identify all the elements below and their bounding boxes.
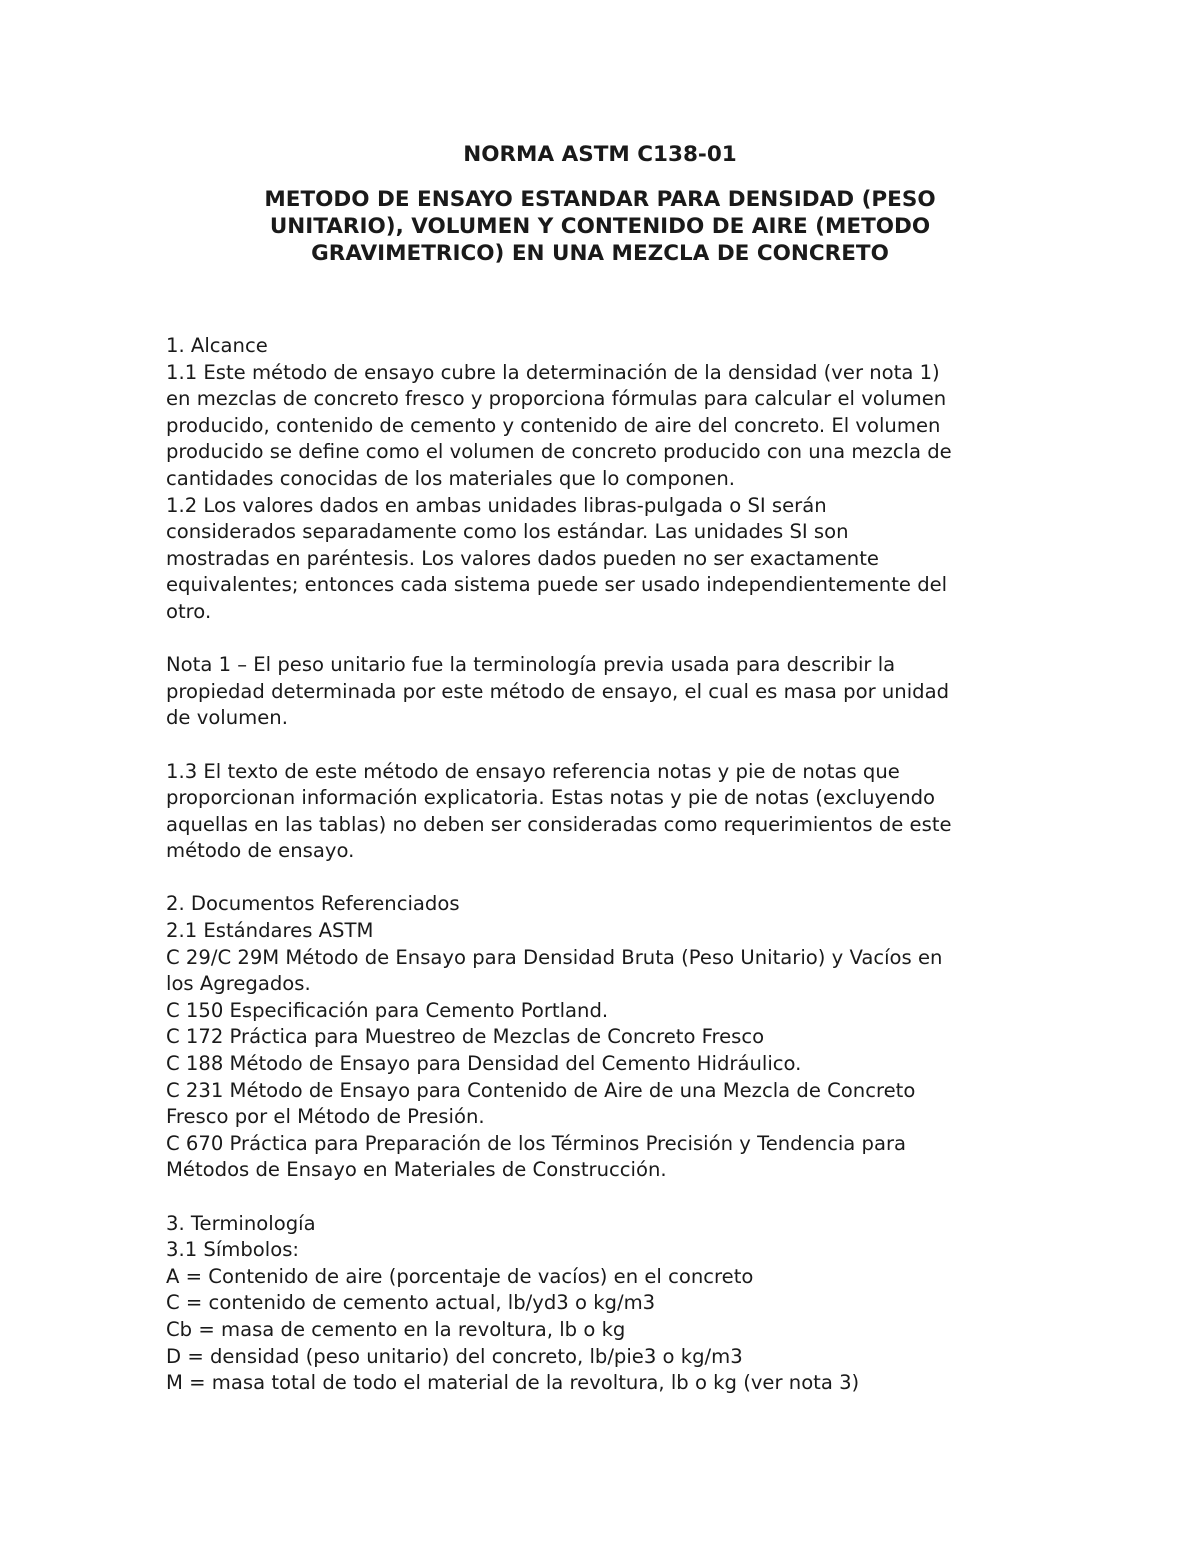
document-title: NORMA ASTM C138-01	[463, 142, 737, 167]
subtitle-line: METODO DE ENSAYO ESTANDAR PARA DENSIDAD (PESO	[264, 187, 936, 212]
section-3-heading	[166, 1211, 1046, 1238]
text-line: método de ensayo.	[166, 839, 355, 863]
text-line: C 29/C 29M Método de Ensayo para Densidad Bruta (Peso Unitario) y Vacíos en	[166, 945, 943, 969]
text-line: D = densidad (peso unitario) del concreto, lb/pie3 o kg/m3	[166, 1344, 743, 1368]
text-line: producido, contenido de cemento y contenido de aire del concreto. El volumen	[166, 413, 941, 437]
text-line: 1.2 Los valores dados en ambas unidades libras-pulgada o SI serán	[166, 493, 827, 517]
text-line: mostradas en paréntesis. Los valores dados pueden no ser exactamente	[166, 546, 879, 570]
paragraph-1-1	[166, 360, 1046, 493]
text-line: equivalentes; entonces cada sistema puede ser usado independientemente del	[166, 573, 948, 597]
text-line: otro.	[166, 599, 212, 623]
paragraph-1-3	[166, 759, 1046, 865]
text-line: M = masa total de todo el material de la revoltura, lb o kg (ver nota 3)	[166, 1371, 860, 1395]
section-1-heading	[166, 333, 1046, 360]
text-line: los Agregados.	[166, 972, 311, 996]
text-line: considerados separadamente como los estándar. Las unidades SI son	[166, 520, 849, 544]
paragraph-spacer	[166, 732, 1046, 759]
paragraph-spacer	[166, 865, 1046, 892]
text-line: 2.1 Estándares ASTM	[166, 919, 374, 943]
text-line: cantidades conocidas de los materiales que lo componen.	[166, 466, 736, 490]
text-line: C 150 Especificación para Cemento Portland.	[166, 998, 609, 1022]
subtitle-line: GRAVIMETRICO) EN UNA MEZCLA DE CONCRETO	[311, 241, 889, 266]
text-line: Cb = masa de cemento en la revoltura, lb o kg	[166, 1317, 626, 1341]
text-line: 1.3 El texto de este método de ensayo referencia notas y pie de notas que	[166, 759, 900, 783]
subsection-3-1	[166, 1237, 1046, 1264]
text-line: Fresco por el Método de Presión.	[166, 1105, 485, 1129]
paragraph-spacer	[166, 1184, 1046, 1211]
section-2-heading	[166, 891, 1046, 918]
text-line: A = Contenido de aire (porcentaje de vacíos) en el concreto	[166, 1264, 754, 1288]
text-line: C 670 Práctica para Preparación de los Términos Precisión y Tendencia para	[166, 1131, 907, 1155]
text-line: 3. Terminología	[166, 1211, 316, 1235]
text-line: C 172 Práctica para Muestreo de Mezclas de Concreto Fresco	[166, 1025, 765, 1049]
text-line: Métodos de Ensayo en Materiales de Construcción.	[166, 1158, 667, 1182]
text-line: 1. Alcance	[166, 334, 268, 357]
text-line: Nota 1 – El peso unitario fue la terminología previa usada para describir la	[166, 653, 896, 677]
document-body	[166, 333, 1046, 1397]
text-line: de volumen.	[166, 706, 288, 730]
note-1	[166, 652, 1046, 732]
text-line: producido se define como el volumen de concreto producido con una mezcla de	[166, 440, 952, 464]
text-line: propiedad determinada por este método de ensayo, el cual es masa por unidad	[166, 679, 950, 703]
text-line: en mezclas de concreto fresco y proporciona fórmulas para calcular el volumen	[166, 387, 947, 411]
text-line: aquellas en las tablas) no deben ser consideradas como requerimientos de este	[166, 812, 952, 836]
symbol-list	[166, 1264, 1046, 1397]
subtitle-line: UNITARIO), VOLUMEN Y CONTENIDO DE AIRE (METODO	[269, 214, 931, 239]
text-line: C = contenido de cemento actual, lb/yd3 o kg/m3	[166, 1291, 656, 1315]
text-line: proporcionan información explicatoria. Estas notas y pie de notas (excluyendo	[166, 786, 936, 810]
paragraph-1-2	[166, 493, 1046, 626]
document-subtitle	[160, 186, 1040, 267]
reference-list	[166, 945, 1046, 1184]
text-line: C 231 Método de Ensayo para Contenido de Aire de una Mezcla de Concreto	[166, 1078, 916, 1102]
text-line: C 188 Método de Ensayo para Densidad del Cemento Hidráulico.	[166, 1052, 802, 1076]
text-line: 3.1 Símbolos:	[166, 1238, 300, 1262]
subsection-2-1	[166, 918, 1046, 945]
text-line: 1.1 Este método de ensayo cubre la determinación de la densidad (ver nota 1)	[166, 360, 940, 384]
text-line: 2. Documentos Referenciados	[166, 892, 460, 916]
paragraph-spacer	[166, 626, 1046, 653]
